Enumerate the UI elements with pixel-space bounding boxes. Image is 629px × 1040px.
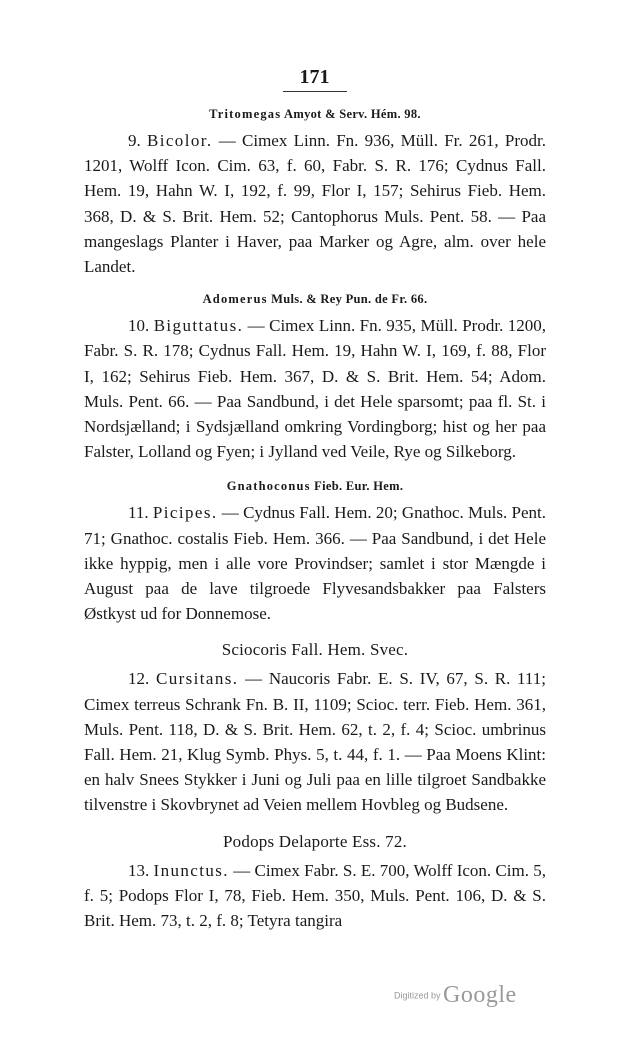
genus-heading xyxy=(84,289,546,309)
entry-number: 10. xyxy=(128,316,150,336)
genus-authority: Muls. & Rey Pun. de Fr. 66. xyxy=(267,292,428,307)
google-logo: Google xyxy=(443,982,517,1008)
species-entry xyxy=(84,313,546,464)
species-name: Picipes. xyxy=(152,503,218,523)
digitized-watermark xyxy=(394,982,517,1009)
species-entry xyxy=(84,858,546,934)
genus-authority: Amyot & Serv. Hém. 98. xyxy=(281,107,421,121)
genus-name: Podops xyxy=(223,831,275,851)
entry-text: — Cimex Linn. Fn. 936, Müll. Fr. 261, Prodr. 1201, Wolff Icon. Cim. 63, f. 60, Fabr. S. R. 176; Cydnus Fall. Hem. 19, Hahn W. I, 192, f. 99, Flor I, 157; Sehirus Fieb. Hem. 368, D. & S. Brit. Hem. 52; Cantophorus Muls. Pent. 58. — Paa mangeslags Planter i Haver, paa Marker og Agre, alm. over hele Landet. xyxy=(84,131,546,277)
genus-name: Gnathoconus xyxy=(226,479,311,494)
species-entry xyxy=(84,500,546,626)
genus-authority: Delaporte Ess. 72. xyxy=(274,831,407,851)
genus-heading xyxy=(84,638,546,662)
species-name: Biguttatus. xyxy=(153,316,244,336)
genus-name: Tritomegas xyxy=(209,107,282,121)
species-entry xyxy=(84,128,546,279)
entry-text: — Naucoris Fabr. E. S. IV, 67, S. R. 111; Cimex terreus Schrank Fn. B. II, 1109; Scioc. terr. Fieb. Hem. 361, Muls. Pent. 118, D. & S. Brit. Hem. 62, t. 2, f. 4; Scioc. umbrinus Fall. Hem. 21, Klug Symb. Phys. 5, t. 44, f. 1. — Paa Moens Klint: en halv Snees Stykker i Juni og Juli paa en lille tilgroet Sandbakke tilvenstre i Skovbrynet ad Veien mellem Hovbleg og Budsene. xyxy=(84,669,547,815)
page-number-rule xyxy=(283,91,347,92)
watermark-prefix: Digitized by xyxy=(394,990,444,1001)
entry-text: — Cydnus Fall. Hem. 20; Gnathoc. Muls. Pent. 71; Gnathoc. costalis Fieb. Hem. 366. — Paa Sandbund, i det Hele ikke hyppig, men i alle vore Provindser; samlet i stor Mængde i August paa de lave tilgroede Flyvesandsbakker paa Falsters Østkyst ud for Donnemose. xyxy=(84,503,546,624)
genus-name: Sciocoris xyxy=(221,640,287,660)
genus-heading xyxy=(84,830,546,854)
genus-name: Adomerus xyxy=(202,292,268,307)
page-text xyxy=(84,104,546,933)
species-entry xyxy=(84,666,546,817)
genus-heading xyxy=(84,104,546,124)
genus-authority: Fall. Hem. Svec. xyxy=(286,640,409,660)
species-name: Bicolor. xyxy=(147,131,213,150)
species-name: Cursitans. xyxy=(155,669,239,689)
entry-number: 11. xyxy=(128,503,149,523)
entry-text: — Cimex Fabr. S. E. 700, Wolff Icon. Cim. 5, f. 5; Podops Flor I, 78, Fieb. Hem. 350, Muls. Pent. 106, D. & S. Brit. Hem. 73, t. 2, f. 8; Tetyra tangira xyxy=(84,860,546,931)
page-number: 171 xyxy=(299,66,330,88)
species-name: Inunctus. xyxy=(153,860,229,880)
genus-authority: Fieb. Eur. Hem. xyxy=(310,479,404,494)
entry-number: 13. xyxy=(128,860,150,880)
entry-text: — Cimex Linn. Fn. 935, Müll. Prodr. 1200, Fabr. S. R. 178; Cydnus Fall. Hem. 19, Hahn W. I, 169, f. 88, Flor I, 162; Sehirus Fieb. Hem. 367, D. & S. Brit. Hem. 54; Adom. Muls. Pent. 66. — Paa Sandbund, i det Hele sparsomt; paa fl. St. i Nordsjælland; i Sydsjælland omkring Vordingborg; hist og her paa Falster, Lolland og Fyen; i Jylland ved Veile, Rye og Silkeborg. xyxy=(84,316,547,462)
genus-heading xyxy=(84,476,546,496)
entry-number: 12. xyxy=(128,669,150,689)
entry-number: 9. xyxy=(128,131,141,150)
